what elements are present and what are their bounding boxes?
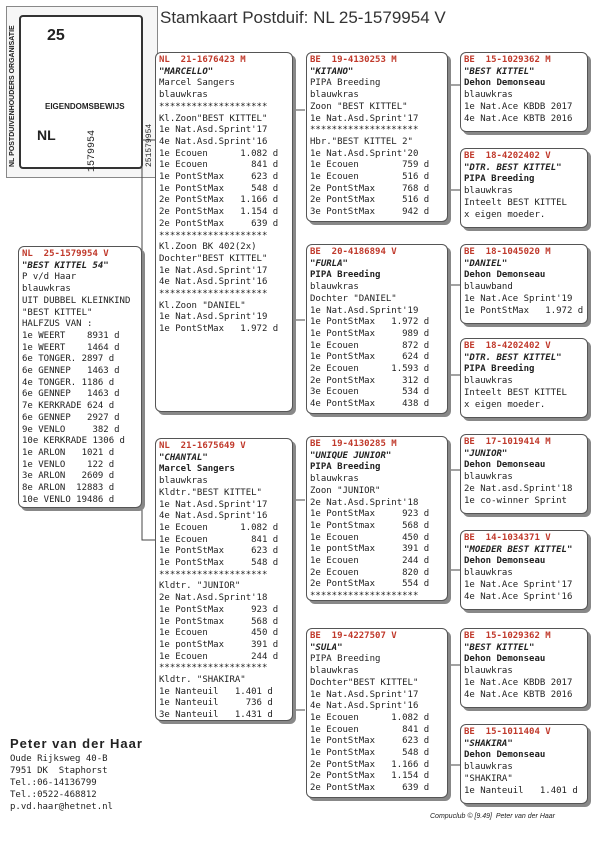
card-line: 4e Nat.Asd.Sprint'16 — [159, 511, 268, 522]
card-ring-number: BE 19-4227507 V — [310, 631, 397, 641]
card-line: 1e Ecouen 516 d — [310, 172, 430, 183]
card-line: 1e pontStMax 391 d — [159, 639, 279, 650]
card-line: 1e Ecouen 244 d — [159, 651, 279, 662]
card-line: 4e Nat.Ace KBTB 2016 — [464, 689, 573, 700]
card-line: 6e TONGER. 2897 d — [22, 354, 115, 365]
card-line: 1e WEERT 8931 d — [22, 330, 120, 341]
card-line: blauwkras — [464, 762, 513, 773]
card-line: 3e ARLON 2609 d — [22, 471, 115, 482]
card-line: 1e PontStmax 568 d — [159, 616, 279, 627]
card-pigeon-name: "BEST KITTEL" — [464, 642, 535, 653]
card-line: 2e Ecouen 820 d — [310, 567, 430, 578]
card-line: 1e Ecouen 1.082 d — [310, 712, 430, 723]
card-line: 1e Nat.Ace KBDB 2017 — [464, 677, 573, 688]
card-line: 1e Ecouen 450 d — [310, 532, 430, 543]
card-pigeon-name: "UNIQUE JUNIOR" — [310, 450, 392, 461]
card-pigeon-name: "CHANTAL" — [159, 452, 208, 463]
card-granddam-maternal — [306, 628, 448, 798]
card-granddam-paternal — [306, 244, 448, 414]
card-line: 1e PontStMax 548 d — [159, 558, 279, 569]
card-line: blauwkras — [159, 90, 208, 101]
card-pigeon-name: "BEST KITTEL" — [464, 66, 535, 77]
card-line: Marcel Sangers — [159, 78, 235, 89]
card-line: 1e pontStMax 391 d — [310, 544, 430, 555]
card-line: 2e PontStMax 768 d — [310, 183, 430, 194]
card-line: 2e PontStMax 1.154 d — [310, 771, 430, 782]
card-line: 1e Nat.Asd.Sprint'19 — [310, 305, 419, 316]
card-ggp-mmf — [460, 628, 588, 708]
card-line: blauwkras — [310, 90, 359, 101]
card-line: 1e Nat.Asd.Sprint'17 — [310, 113, 419, 124]
page-title: Stamkaart Postduif: NL 25-1579954 V — [160, 8, 446, 27]
card-line: 1e Ecouen 1.082 d — [159, 522, 279, 533]
card-line: 6e GENNEP 2927 d — [22, 412, 120, 423]
card-line: PIPA Breeding — [464, 364, 535, 375]
card-line: ******************** — [159, 101, 268, 112]
card-line: Kl.Zoon"BEST KITTEL" — [159, 113, 268, 124]
card-ggp-fff — [460, 52, 588, 132]
card-line: 2e PontStMax 554 d — [310, 579, 430, 590]
card-ggp-ffm — [460, 148, 588, 228]
card-ggp-fmf — [460, 244, 588, 324]
card-pigeon-name: "DANIEL" — [464, 258, 508, 269]
card-line: 1e Ecouen 244 d — [310, 556, 430, 567]
card-ggp-mff — [460, 434, 588, 514]
card-line: UIT DUBBEL KLEINKIND — [22, 295, 131, 306]
card-line: 1e Ecouen 450 d — [159, 628, 279, 639]
card-line: 4e Nat.Ace Sprint'16 — [464, 591, 573, 602]
ring-org: NL POSTDUIVENHOUDERS ORGANISATIE — [9, 25, 16, 167]
owner-name: Peter van der Haar — [10, 736, 143, 751]
footer-credit: Compuclub © [9.49] Peter van der Haar — [430, 813, 555, 820]
card-pigeon-name: "DTR. BEST KITTEL" — [464, 162, 562, 173]
card-line: PIPA Breeding — [310, 270, 381, 281]
card-pigeon-name: "SULA" — [310, 642, 343, 653]
owner-phone: Tel.:0522-468812 — [10, 790, 97, 800]
card-line: 2e PontStMax 516 d — [310, 195, 430, 206]
card-line: 2e Nat.Asd.Sprint'18 — [310, 497, 419, 508]
card-line: Zoon "BEST KITTEL" — [310, 101, 408, 112]
card-ring-number: BE 19-4130253 M — [310, 55, 397, 65]
card-pigeon-name: "JUNIOR" — [464, 448, 508, 459]
card-line: PIPA Breeding — [310, 654, 381, 665]
ring-side-number: 251579954 — [145, 123, 154, 167]
card-line: 10e VENLO 19486 d — [22, 494, 115, 505]
card-ring-number: NL 21-1675649 V — [159, 441, 246, 451]
ring-ownership: EIGENDOMSBEWIJS — [45, 102, 125, 111]
card-line: 4e Nat.Asd.Sprint'16 — [310, 701, 419, 712]
card-line: Dochter "DANIEL" — [310, 293, 397, 304]
card-line: 4e TONGER. 1186 d — [22, 377, 115, 388]
card-mother — [155, 438, 293, 721]
card-line: 7e KERKRADE 624 d — [22, 401, 115, 412]
card-line: "SHAKIRA" — [464, 773, 513, 784]
card-line: Dochter"BEST KITTEL" — [310, 677, 419, 688]
card-father — [155, 52, 293, 412]
card-line: 2e Ecouen 1.593 d — [310, 364, 430, 375]
card-line: 1e Ecouen 841 d — [310, 724, 430, 735]
card-line: blauwband — [464, 282, 513, 293]
card-line: 1e Ecouen 872 d — [310, 340, 430, 351]
card-line: 1e Nanteuil 1.401 d — [464, 785, 578, 796]
card-line: 1e Nat.Asd.Sprint'17 — [159, 125, 268, 136]
card-line: 1e PontStMax 548 d — [310, 748, 430, 759]
card-line: Dehon Demonseau — [464, 270, 546, 281]
card-line: Inteelt BEST KITTEL — [464, 387, 567, 398]
card-ring-number: BE 18-1045020 M — [464, 247, 551, 257]
card-line: blauwkras — [22, 284, 71, 295]
card-line: 2e PontStMax 639 d — [310, 783, 430, 794]
card-line: 1e Nat.Asd.Sprint'17 — [159, 265, 268, 276]
card-line: Dehon Demonseau — [464, 460, 546, 471]
ring-number: 1579954 — [87, 129, 98, 172]
card-line: ******************** — [159, 663, 268, 674]
card-line: 1e Nat.Ace Sprint'19 — [464, 293, 573, 304]
card-line: 3e PontStMax 942 d — [310, 207, 430, 218]
card-line: 2e PontStMax 639 d — [159, 218, 279, 229]
card-line: 1e Nat.Ace Sprint'17 — [464, 579, 573, 590]
card-ring-number: BE 15-1029362 M — [464, 55, 551, 65]
card-line: 1e ARLON 1021 d — [22, 447, 115, 458]
card-line: blauwkras — [310, 282, 359, 293]
card-line: 1e Nat.Asd.Sprint'17 — [159, 499, 268, 510]
card-ring-number: BE 20-4186894 V — [310, 247, 397, 257]
card-subject — [18, 246, 142, 508]
card-line: 1e PontStMax 923 d — [310, 509, 430, 520]
card-line: 4e Nat.Asd.Sprint'16 — [159, 136, 268, 147]
card-line: 1e VENLO 122 d — [22, 459, 115, 470]
card-ggp-fmm — [460, 338, 588, 418]
card-ring-number: BE 18-4202402 V — [464, 341, 551, 351]
card-line: Kl.Zoon BK 402(2x) — [159, 242, 257, 253]
card-line: Inteelt BEST KITTEL — [464, 197, 567, 208]
card-line: 1e PontStMax 623 d — [310, 736, 430, 747]
owner-contact — [10, 738, 143, 813]
card-line: 1e Nat.Asd.Sprint'19 — [159, 312, 268, 323]
card-line: blauwkras — [310, 474, 359, 485]
card-line: 1e PontStMax 624 d — [310, 352, 430, 363]
card-line: blauwkras — [310, 666, 359, 677]
card-ring-number: BE 15-1011404 V — [464, 727, 551, 737]
card-line: 1e PontStMax 1.972 d — [464, 305, 584, 316]
card-line: Dehon Demonseau — [464, 750, 546, 761]
card-line: Hbr."BEST KITTEL 2" — [310, 136, 413, 147]
card-line: 2e Nat.Asd.Sprint'18 — [159, 593, 268, 604]
card-pigeon-name: "KITANO" — [310, 66, 354, 77]
card-line: x eigen moeder. — [464, 209, 546, 220]
card-line: 1e Ecouen 759 d — [310, 160, 430, 171]
card-line: Kldtr. "JUNIOR" — [159, 581, 241, 592]
card-line: PIPA Breeding — [310, 78, 381, 89]
card-line: Dehon Demonseau — [464, 78, 546, 89]
card-line: 2e PontStMax 1.154 d — [159, 207, 279, 218]
card-line: 9e VENLO 382 d — [22, 424, 120, 435]
card-line: 8e ARLON 12883 d — [22, 483, 115, 494]
card-line: blauwkras — [464, 90, 513, 101]
card-line: 1e PontStMax 623 d — [159, 172, 279, 183]
card-ring-number: BE 14-1034371 V — [464, 533, 551, 543]
card-pigeon-name: "FURLA" — [310, 258, 348, 269]
card-line: 1e Ecouen 841 d — [159, 534, 279, 545]
card-line: 1e PontStMax 623 d — [159, 546, 279, 557]
card-line: 1e Nanteuil 1.401 d — [159, 686, 273, 697]
card-ggp-mfm — [460, 530, 588, 610]
card-line: Marcel Sangers — [159, 464, 235, 475]
card-line: Dehon Demonseau — [464, 654, 546, 665]
card-line: x eigen moeder. — [464, 399, 546, 410]
card-line: 1e PontStMax 1.972 d — [310, 317, 430, 328]
owner-phone-mobile: Tel.:06-14136799 — [10, 778, 97, 788]
card-line: 1e PontStMax 548 d — [159, 183, 279, 194]
card-line: 2e PontStMax 312 d — [310, 375, 430, 386]
card-ring-number: NL 21-1676423 M — [159, 55, 246, 65]
card-line: Dochter"BEST KITTEL" — [159, 253, 268, 264]
card-line: Dehon Demonseau — [464, 556, 546, 567]
card-line: 3e Ecouen 534 d — [310, 387, 430, 398]
card-line: Zoon "JUNIOR" — [310, 485, 381, 496]
card-line: 10e KERKRADE 1306 d — [22, 436, 125, 447]
card-pigeon-name: "DTR. BEST KITTEL" — [464, 352, 562, 363]
card-line: blauwkras — [159, 476, 208, 487]
card-line: 2e PontStMax 1.166 d — [310, 759, 430, 770]
card-line: 1e Nanteuil 736 d — [159, 698, 273, 709]
card-line: 4e Nat.Ace KBTB 2016 — [464, 113, 573, 124]
card-line: Kldtr."BEST KITTEL" — [159, 487, 262, 498]
card-pigeon-name: "MARCELLO" — [159, 66, 214, 77]
card-ring-number: NL 25-1579954 V — [22, 249, 109, 259]
card-line: blauwkras — [464, 472, 513, 483]
card-line: 1e Ecouen 841 d — [159, 160, 279, 171]
card-line: blauwkras — [464, 376, 513, 387]
card-line: ******************** — [310, 591, 419, 602]
card-line: 1e PontStMax 1.972 d — [159, 324, 279, 335]
card-line: 1e Nat.Asd.Sprint'17 — [310, 689, 419, 700]
card-line: PIPA Breeding — [310, 462, 381, 473]
card-line: 1e PontStMax 989 d — [310, 328, 430, 339]
card-line: 2e Nat.asd.Sprint'18 — [464, 483, 573, 494]
owner-postal: 7951 DK Staphorst — [10, 766, 108, 776]
card-pigeon-name: "SHAKIRA" — [464, 738, 513, 749]
card-ggp-mmm — [460, 724, 588, 804]
card-line: ******************** — [159, 230, 268, 241]
card-pigeon-name: "BEST KITTEL 54" — [22, 260, 109, 271]
card-line: ******************** — [159, 569, 268, 580]
card-line: 1e Nat.Ace KBDB 2017 — [464, 101, 573, 112]
card-line: blauwkras — [464, 666, 513, 677]
owner-address: Oude Rijksweg 40-B — [10, 754, 108, 764]
card-line: 1e PontStMax 923 d — [159, 604, 279, 615]
card-line: Kl.Zoon "DANIEL" — [159, 300, 246, 311]
card-line: 6e GENNEP 1463 d — [22, 389, 120, 400]
card-line: 4e Nat.Asd.Sprint'16 — [159, 277, 268, 288]
card-line: ******************** — [159, 289, 268, 300]
card-line: 1e PontStmax 568 d — [310, 520, 430, 531]
card-line: PIPA Breeding — [464, 174, 535, 185]
card-ring-number: BE 19-4130285 M — [310, 439, 397, 449]
card-ring-number: BE 15-1029362 M — [464, 631, 551, 641]
card-line: 1e WEERT 1464 d — [22, 342, 120, 353]
card-grandsire-maternal — [306, 436, 448, 601]
card-line: 2e PontStMax 1.166 d — [159, 195, 279, 206]
card-line: 6e GENNEP 1463 d — [22, 366, 120, 377]
card-line: 1e co-winner Sprint — [464, 495, 567, 506]
card-line: 4e PontStMax 438 d — [310, 399, 430, 410]
owner-email: p.vd.haar@hetnet.nl — [10, 802, 113, 812]
card-line: HALFZUS VAN : — [22, 319, 93, 330]
ring-country: NL — [37, 127, 56, 143]
card-line: P v/d Haar — [22, 272, 77, 283]
card-line: "BEST KITTEL" — [22, 307, 93, 318]
card-ring-number: BE 18-4202402 V — [464, 151, 551, 161]
card-pigeon-name: "MOEDER BEST KITTEL" — [464, 544, 573, 555]
ring-year: 25 — [47, 27, 65, 44]
card-line: blauwkras — [464, 568, 513, 579]
card-line: blauwkras — [464, 186, 513, 197]
card-ring-number: BE 17-1019414 M — [464, 437, 551, 447]
card-line: Kldtr. "SHAKIRA" — [159, 675, 246, 686]
card-line: 1e Nat.Asd.Sprint'20 — [310, 148, 419, 159]
card-line: 3e Nanteuil 1.431 d — [159, 710, 273, 721]
card-grandsire-paternal — [306, 52, 448, 222]
card-line: 1e Ecouen 1.082 d — [159, 148, 279, 159]
card-line: ******************** — [310, 125, 419, 136]
